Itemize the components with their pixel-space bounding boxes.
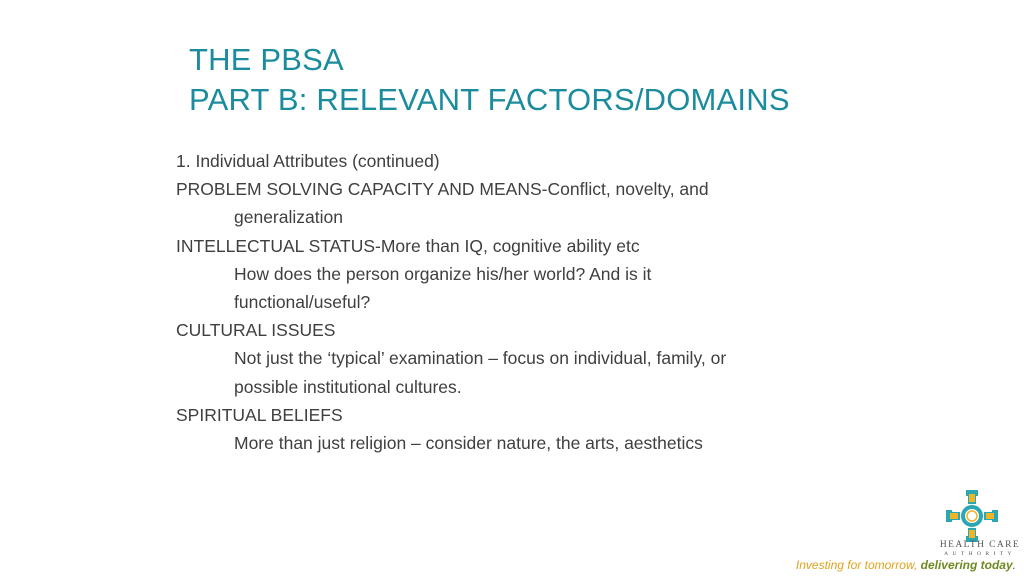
item-spiritual-detail: More than just religion – consider nature, the arts, aesthetics [234,433,703,454]
item-intellectual-status: INTELLECTUAL STATUS-More than IQ, cognitive ability etc [176,235,640,256]
title-line-1: THE PBSA [189,42,344,77]
item-cultural-detail-cont: possible institutional cultures. [234,376,462,397]
tagline-part-2: delivering today [920,558,1013,572]
tagline [796,558,1016,572]
logo-line-1: HEALTH CARE [939,540,1021,550]
slide-title [189,40,790,120]
item-intellectual-detail: How does the person organize his/her world? And is it [234,263,652,284]
item-problem-solving: PROBLEM SOLVING CAPACITY AND MEANS-Conflict, novelty, and [176,179,709,200]
item-cultural-issues: CULTURAL ISSUES [176,320,336,341]
tagline-part-3: . [1012,558,1016,572]
logo-line-2: AUTHORITY [944,551,1016,557]
title-line-2: PART B: RELEVANT FACTORS/DOMAINS [189,82,790,117]
item-cultural-detail: Not just the ‘typical’ examination – focus on individual, family, or [234,348,727,369]
item-spiritual-beliefs: SPIRITUAL BELIEFS [176,404,343,425]
slide-body [176,147,816,457]
item-problem-solving-cont: generalization [234,207,343,228]
tagline-part-1: Investing for tomorrow, [795,558,921,572]
item-intellectual-detail-cont: functional/useful? [234,292,371,313]
section-heading: 1. Individual Attributes (continued) [176,151,440,171]
logo-wordmark [934,540,1024,558]
